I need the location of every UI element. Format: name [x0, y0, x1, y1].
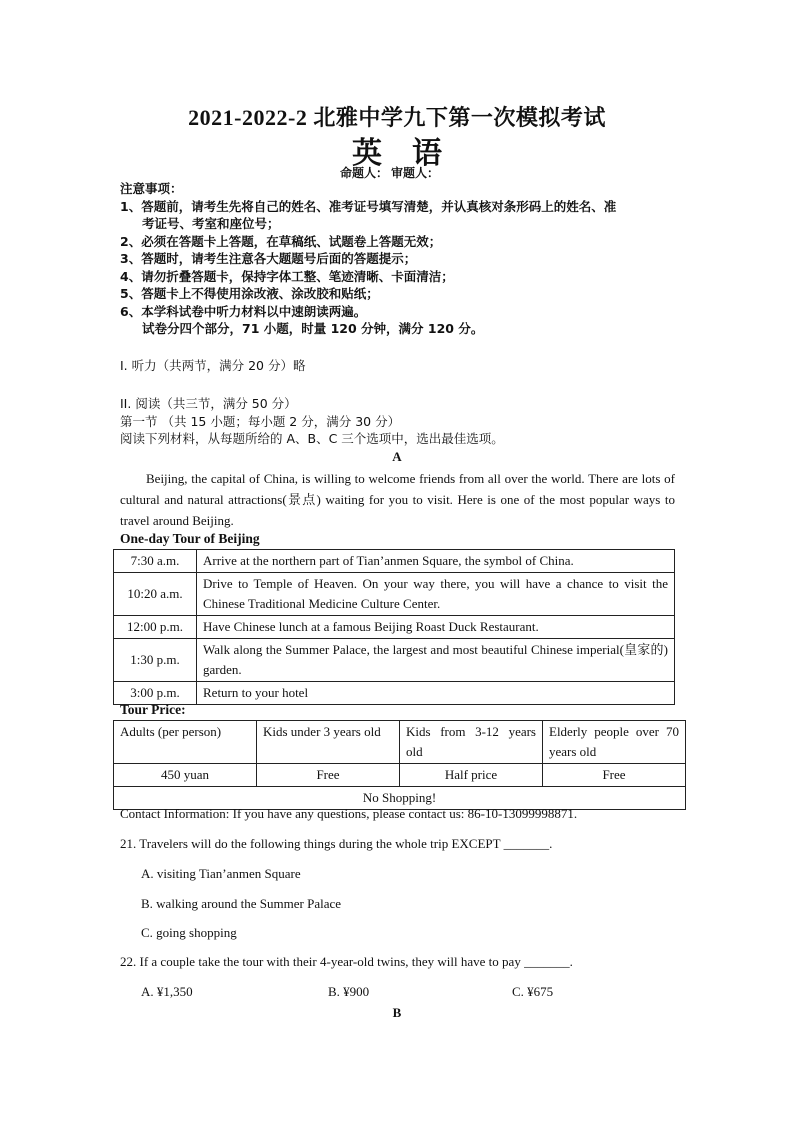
- question-22-stem: 22. If a couple take the tour with their 4-year-old twins, they will have to pay _______.: [120, 954, 573, 969]
- question-22-option-b: B. ¥900: [328, 984, 370, 999]
- passage-b-label: B: [392, 1005, 402, 1020]
- reading-instruction: 阅读下列材料，从每题所给的 A、B、C 三个选项中，选出最佳选项。: [120, 431, 504, 446]
- price-value: 450 yuan: [114, 764, 257, 787]
- note-item: 5、答题卡上不得使用涂改液、涂改胶和贴纸；: [120, 286, 379, 301]
- price-value: Half price: [400, 764, 543, 787]
- schedule-desc: Return to your hotel: [197, 682, 675, 705]
- note-item: 3、答题时，请考生注意各大题题号后面的答题提示；: [120, 251, 417, 266]
- table-row: [114, 573, 675, 616]
- price-header: Kids under 3 years old: [257, 721, 400, 764]
- schedule-time: 10:20 a.m.: [114, 573, 197, 616]
- note-item: 6、本学科试卷中听力材料以中速朗读两遍。: [120, 303, 367, 319]
- contact-info: Contact Information: If you have any questions, please contact us: 86-10-13099998871.: [120, 806, 578, 821]
- note-item: 4、请勿折叠答题卡，保持字体工整、笔迹清晰、卡面清洁；: [120, 268, 454, 284]
- note-item: 1、答题前，请考生先将自己的姓名、准考证号填写清楚，并认真核对条形码上的姓名、准: [120, 198, 617, 214]
- table-row: [114, 639, 675, 682]
- table-row: [114, 764, 686, 787]
- question-21-stem: 21. Travelers will do the following things during the whole trip EXCEPT _______.: [120, 836, 553, 851]
- notes-block: [120, 180, 680, 338]
- part1-heading: 第一节 （共 15 小题；每小题 2 分，满分 30 分）: [120, 414, 401, 429]
- schedule-time: 12:00 p.m.: [114, 616, 197, 639]
- schedule-time: 3:00 p.m.: [114, 682, 197, 705]
- question-21-option-c: C. going shopping: [141, 925, 237, 940]
- exam-title: 2021-2022-2 北雅中学九下第一次模拟考试: [188, 105, 606, 130]
- question-22-option-c: C. ¥675: [512, 984, 554, 999]
- listening-section: I. 听力（共两节，满分 20 分）略: [120, 358, 306, 373]
- notes-heading: 注意事项：: [120, 181, 183, 196]
- table-row: [114, 682, 675, 705]
- price-header: Adults (per person): [114, 721, 257, 764]
- schedule-desc: Walk along the Summer Palace, the largest and most beautiful Chinese imperial(皇家的) garden.: [197, 639, 675, 682]
- authors-line: 命题人： 审题人：: [340, 166, 440, 180]
- subject-title: 英语: [352, 137, 472, 170]
- price-value: Free: [543, 764, 686, 787]
- passage-a-label: A: [392, 449, 402, 464]
- table-row: [114, 721, 686, 764]
- schedule-table: [113, 549, 675, 705]
- note-item: 试卷分四个部分，71 小题，时量 120 分钟，满分 120 分。: [142, 321, 484, 336]
- note-item: 2、必须在答题卡上答题，在草稿纸、试题卷上答题无效；: [120, 233, 442, 249]
- tour-title: One-day Tour of Beijing: [120, 531, 260, 546]
- price-value: Free: [257, 764, 400, 787]
- question-21-option-a: A. visiting Tian’anmen Square: [141, 866, 301, 881]
- schedule-desc: Arrive at the northern part of Tian’anmen Square, the symbol of China.: [197, 550, 675, 573]
- reading-section: II. 阅读（共三节，满分 50 分）: [120, 396, 297, 411]
- price-title: Tour Price:: [120, 702, 186, 717]
- price-table: [113, 720, 686, 810]
- schedule-time: 1:30 p.m.: [114, 639, 197, 682]
- price-header: Kids from 3-12 years old: [400, 721, 543, 764]
- schedule-time: 7:30 a.m.: [114, 550, 197, 573]
- note-item: 考证号、考室和座位号；: [142, 216, 280, 231]
- price-header: Elderly people over 70 years old: [543, 721, 686, 764]
- schedule-desc: Drive to Temple of Heaven. On your way there, you will have a chance to visit the Chinese Traditional Medicine Culture Center.: [197, 573, 675, 616]
- question-21-option-b: B. walking around the Summer Palace: [141, 896, 342, 911]
- price-note: No Shopping!: [114, 787, 686, 810]
- question-22-option-a: A. ¥1,350: [141, 984, 193, 999]
- table-row: [114, 616, 675, 639]
- schedule-desc: Have Chinese lunch at a famous Beijing Roast Duck Restaurant.: [197, 616, 675, 639]
- table-row: [114, 550, 675, 573]
- passage-a-paragraph: Beijing, the capital of China, is willing to welcome friends from all over the world. There are lots of cultural and natural attractions(景点) waiting for you to visit. Here is one of the most popular ways to travel around Beijing.: [120, 471, 675, 528]
